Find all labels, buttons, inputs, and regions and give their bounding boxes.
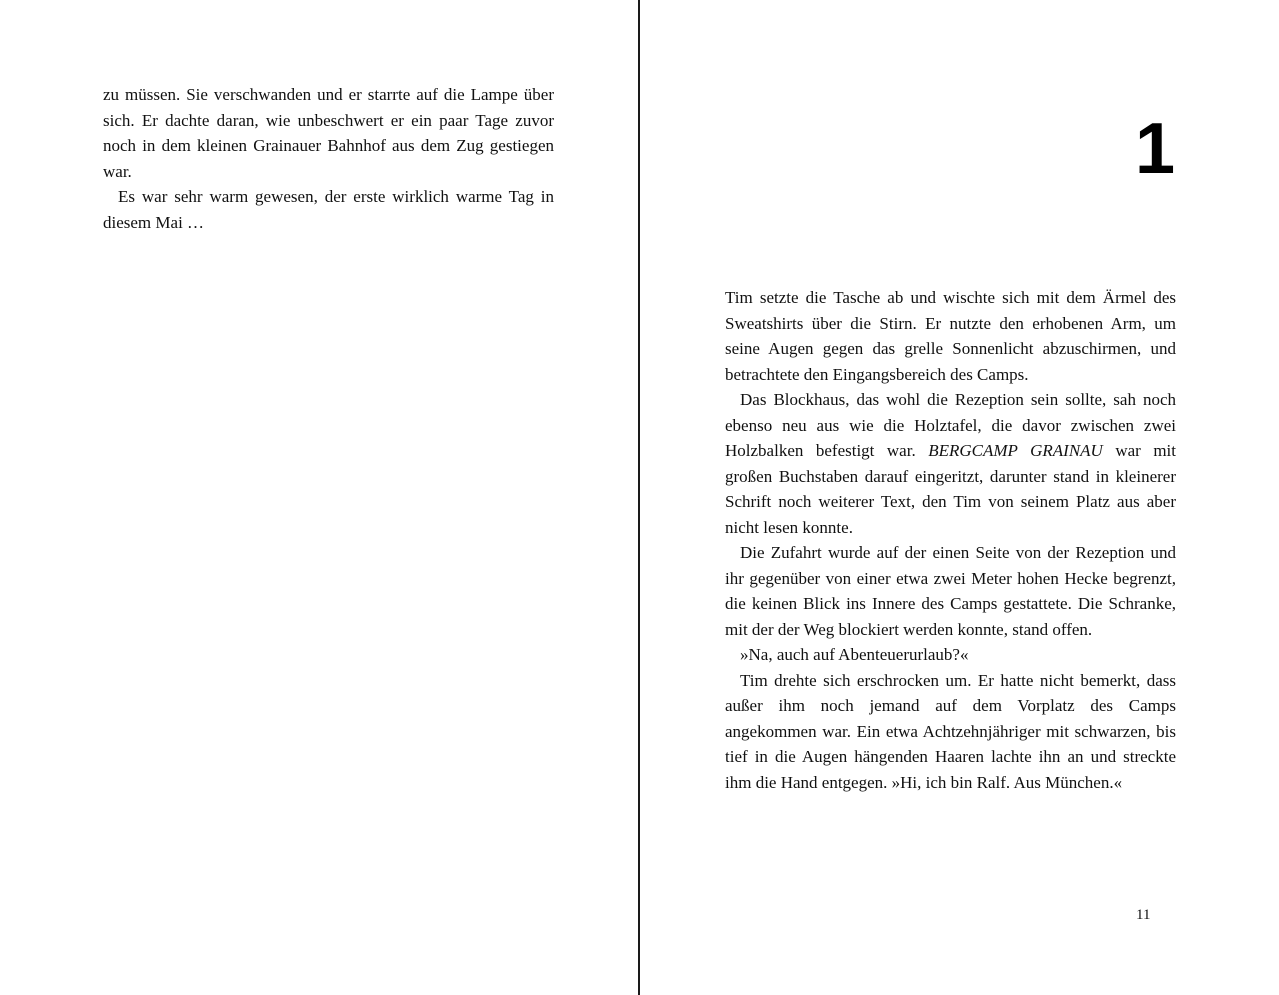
page-gutter [638,0,640,995]
paragraph: Die Zufahrt wurde auf der einen Seite von der Rezeption und ihr gegenüber von einer etwa zwei Meter hohen Hecke begrenzt, die keinen Blick ins Innere des Camps gestattete. Die Schranke, mit der der Weg blockiert werden konnte, stand offen. [725,543,1176,639]
paragraph [725,387,1176,540]
paragraph: »Na, auch auf Abenteuerurlaub?« [740,645,969,664]
paragraph: Es war sehr warm gewesen, der erste wirklich warme Tag in diesem Mai … [103,187,554,232]
left-page-text [103,82,554,235]
page-number: 11 [1136,907,1151,923]
paragraph-text: Das Blockhaus, das wohl die Rezeption sein sollte, sah noch ebenso neu aus wie die Holztafel, die davor zwischen zwei Holzbalken befestigt war. [725,390,1176,460]
sign-text: BERGCAMP GRAINAU [928,441,1103,460]
paragraph: Tim drehte sich erschrocken um. Er hatte nicht bemerkt, dass außer ihm noch jemand auf dem Vorplatz des Camps angekommen war. Ein etwa Achtzehnjähriger mit schwarzen, bis tief in die Augen hängenden Haaren lachte ihn an und streckte ihm die Hand entgegen. »Hi, ich bin Ralf. Aus München.« [725,670,1176,792]
paragraph: zu müssen. Sie verschwanden und er starrte auf die Lampe über sich. Er dachte daran, wie unbeschwert er ein paar Tage zuvor noch in dem kleinen Grainauer Bahnhof aus dem Zug gestiegen war. [103,85,554,181]
right-page-text [725,285,1176,795]
paragraph: Tim setzte die Tasche ab und wischte sich mit dem Ärmel des Sweatshirts über die Stirn. Er nutzte den erhobenen Arm, um seine Augen gegen das grelle Sonnenlicht abzuschirmen, und betrachtete den Eingangsbereich des Camps. [725,288,1176,384]
paragraph-text: war mit großen Buchstaben darauf eingeritzt, darunter stand in kleinerer Schrift noch weiterer Text, den Tim von seinem Platz aus aber nicht lesen konnte. [725,441,1176,537]
chapter-number: 1 [1134,109,1175,189]
